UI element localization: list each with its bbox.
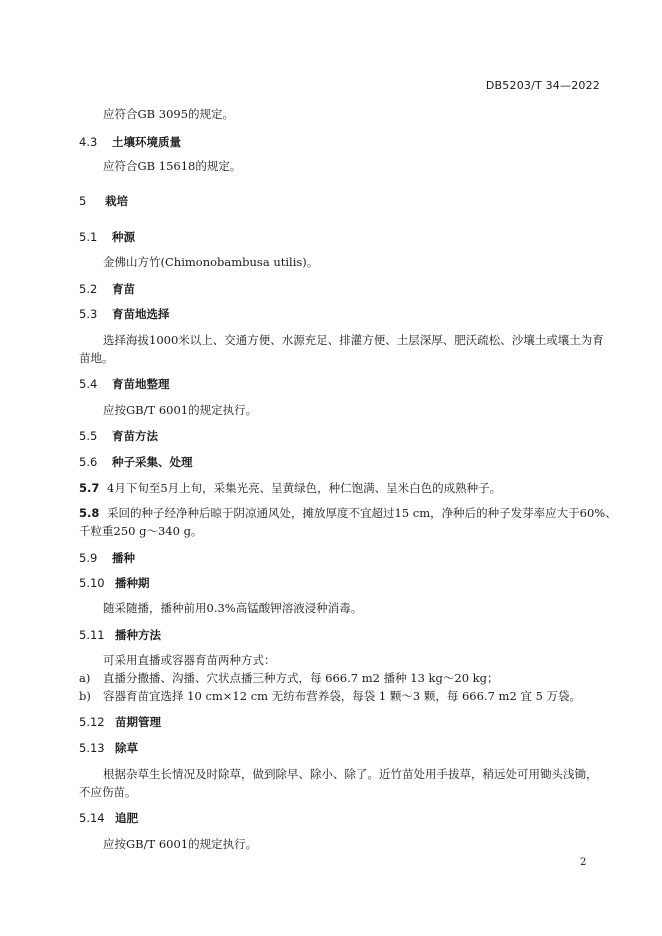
heading-title: 种子采集、处理	[112, 455, 193, 469]
heading-5-6	[79, 455, 193, 469]
heading-5-13	[79, 741, 138, 755]
heading-5-2	[79, 282, 135, 296]
heading-5-3	[79, 307, 170, 321]
heading-title: 播种方法	[115, 628, 161, 642]
heading-5-4	[79, 377, 170, 391]
heading-number: 5.2	[79, 282, 98, 296]
clause-5-7	[79, 481, 501, 495]
heading-title: 播种期	[115, 576, 150, 590]
heading-number: 5.14	[79, 811, 105, 825]
heading-title: 育苗	[112, 282, 135, 296]
heading-number: 5.4	[79, 377, 98, 391]
list-marker-b: b)	[79, 689, 91, 703]
heading-title: 育苗地选择	[112, 307, 170, 321]
heading-title: 育苗方法	[112, 429, 158, 443]
clause-5-8-cont: 千粒重250 g～340 g。	[79, 524, 203, 538]
heading-number: 5.11	[79, 628, 105, 642]
list-item-b: 容器育苗宜选择 10 cm×12 cm 无纺布营养袋，每袋 1 颗～3 颗，每 666.7 m2 宜 5 万袋。	[103, 689, 582, 703]
heading-4-3	[79, 135, 181, 149]
heading-5-1	[79, 230, 135, 244]
heading-5	[79, 194, 128, 208]
clause-text: 采回的种子经净种后晾于阴凉通风处，摊放厚度不宜超过15 cm，净种后的种子发芽率应大于60%、	[107, 506, 617, 520]
paragraph-sowing-method: 可采用直播或容器育苗两种方式：	[103, 653, 276, 667]
heading-title: 育苗地整理	[112, 377, 170, 391]
heading-title: 追肥	[115, 811, 138, 825]
heading-5-5	[79, 429, 158, 443]
heading-title: 种源	[112, 230, 135, 244]
paragraph-site-preparation: 应按GB/T 6001的规定执行。	[103, 403, 258, 417]
heading-5-14	[79, 811, 138, 825]
paragraph-soil-quality: 应符合GB 15618的规定。	[103, 159, 242, 173]
heading-title: 除草	[115, 741, 138, 755]
heading-5-12	[79, 715, 161, 729]
heading-number: 5.3	[79, 307, 98, 321]
paragraph-seed-source: 金佛山方竹(Chimonobambusa utilis)。	[103, 255, 319, 269]
heading-5-9	[79, 551, 135, 565]
list-marker-a: a)	[79, 671, 91, 685]
heading-number: 5	[79, 194, 87, 208]
clause-5-8	[79, 506, 617, 520]
paragraph-weeding: 根据杂草生长情况及时除草，做到除早、除小、除了。近竹苗处用手拔草，稍远处可用锄头浅锄，	[103, 767, 598, 781]
heading-number: 5.13	[79, 741, 105, 755]
heading-number: 5.12	[79, 715, 105, 729]
clause-text: 4月下旬至5月上旬，采集光亮、呈黄绿色，种仁饱满、呈米白色的成熟种子。	[107, 481, 502, 495]
paragraph-fertilizing: 应按GB/T 6001的规定执行。	[103, 837, 258, 851]
heading-title: 栽培	[105, 194, 128, 208]
heading-number: 5.6	[79, 455, 98, 469]
clause-number: 5.7	[79, 481, 100, 495]
page-number: 2	[580, 857, 587, 868]
paragraph-air-quality: 应符合GB 3095的规定。	[103, 107, 235, 121]
heading-title: 播种	[112, 551, 135, 565]
paragraph-site-selection: 选择海拔1000米以上、交通方便、水源充足、排灌方便、土层深厚、肥沃疏松、沙壤土或壤土为育	[103, 333, 604, 347]
document-code-header: DB5203/T 34—2022	[485, 79, 600, 92]
heading-5-10	[79, 576, 150, 590]
paragraph-weeding-cont: 不应伤苗。	[79, 785, 137, 799]
heading-5-11	[79, 628, 161, 642]
heading-number: 5.5	[79, 429, 98, 443]
paragraph-sowing-period: 随采随播，播种前用0.3%高锰酸钾溶液浸种消毒。	[103, 601, 363, 615]
heading-number: 5.1	[79, 230, 98, 244]
list-item-a: 直播分撒播、沟播、穴状点播三种方式，每 666.7 m2 播种 13 kg～20 kg；	[103, 671, 499, 685]
heading-number: 5.10	[79, 576, 105, 590]
heading-title: 土壤环境质量	[112, 135, 181, 149]
clause-number: 5.8	[79, 506, 100, 520]
heading-number: 4.3	[79, 135, 98, 149]
paragraph-site-selection-cont: 苗地。	[79, 351, 114, 365]
heading-number: 5.9	[79, 551, 98, 565]
heading-title: 苗期管理	[115, 715, 161, 729]
